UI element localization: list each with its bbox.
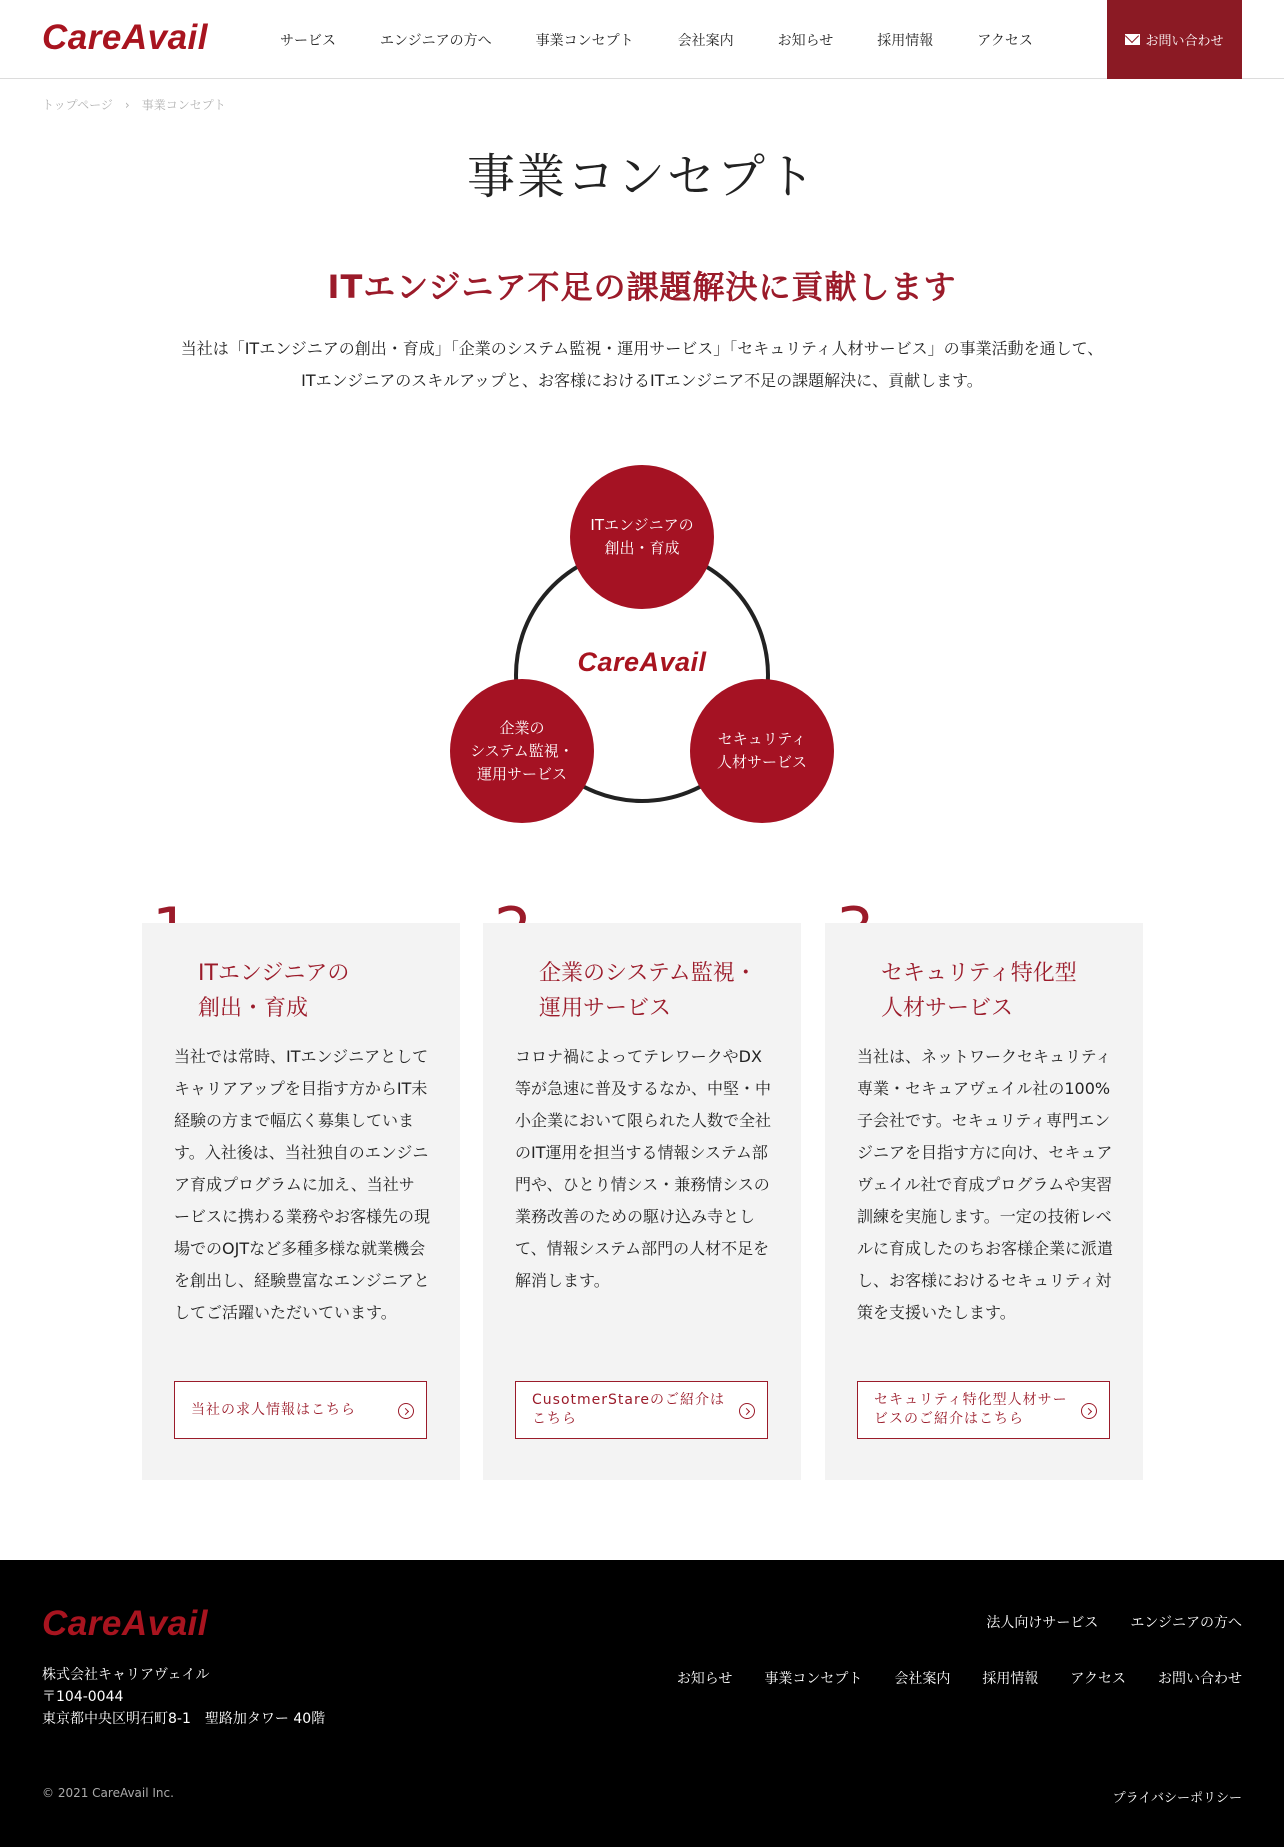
copyright: © 2021 CareAvail Inc. [42,1786,174,1800]
footer-logo[interactable]: CareAvail [42,1604,208,1643]
card-body: 当社は、ネットワークセキュリティ専業・セキュアヴェイル社の100%子会社です。セキュリティ専門エンジニアを目指す方に向け、セキュアヴェイル社で育成プログラムや実習訓練を実施します。一定の技術レベルに育成したのちお客様企業に派遣し、お客様におけるセキュリティ対策を支援いたします。 [857,1047,1114,1322]
arrow-circle-icon [739,1403,755,1419]
card-body: 当社では常時、ITエンジニアとしてキャリアアップを目指す方からIT未経験の方まで幅広く募集しています。入社後は、当社独自のエンジニア育成プログラムに加え、当社サービスに携わる業務やお客様先の現場でのOJTなど多種多様な就業機会を創出し、経験豊富なエンジニアとしてご活躍いただいています。 [174,1047,431,1322]
contact-button-label: お問い合わせ [1145,34,1224,49]
footer-link-corporate[interactable]: 法人向けサービス [986,1615,1099,1631]
nav-access[interactable]: アクセス [977,32,1033,49]
footer-link-contact[interactable]: お問い合わせ [1158,1671,1242,1687]
footer-link-concept[interactable]: 事業コンセプト [764,1671,863,1687]
nav-company[interactable]: 会社案内 [677,32,734,49]
nav-service[interactable]: サービス [280,32,336,49]
card-title: ITエンジニアの 創出・育成 [198,961,350,1021]
lead-title: ITエンジニア不足の課題解決に貢献します [327,268,957,306]
nav-engineer[interactable]: エンジニアの方へ [380,32,492,49]
footer-link-recruit[interactable]: 採用情報 [982,1671,1039,1687]
card-button-label: セキュリティ特化型人材サービスのご紹介はこちら [874,1392,1068,1427]
breadcrumb [42,96,226,113]
nav-news[interactable]: お知らせ [777,32,834,49]
recruit-info-button[interactable] [174,1381,427,1439]
concept-circle-engineer: ITエンジニアの 創出・育成 [570,465,714,609]
concept-circle-system: 企業の システム監視・ 運用サービス [450,679,594,823]
customerstare-button[interactable] [515,1381,768,1439]
breadcrumb-current: 事業コンセプト [141,98,226,112]
site-header [0,0,1284,79]
nav-recruit[interactable]: 採用情報 [877,32,934,49]
diagram-logo: CareAvail [577,647,707,677]
privacy-policy-link[interactable]: プライバシーポリシー [1112,1791,1242,1806]
company-address: 東京都中央区明石町8-1 聖路加タワー 40階 [42,1711,326,1727]
nav-concept[interactable]: 事業コンセプト [535,32,634,49]
breadcrumb-home[interactable]: トップページ [42,98,113,112]
site-footer [0,1560,1284,1847]
footer-link-company[interactable]: 会社案内 [894,1671,951,1687]
global-nav [280,0,1077,79]
footer-link-news[interactable]: お知らせ [676,1671,733,1687]
service-card-engineer [142,923,460,1480]
service-card-security [825,923,1143,1480]
card-body: コロナ禍によってテレワークやDX等が急速に普及するなか、中堅・中小企業において限られた人数で全社のIT運用を担当する情報システム部門や、ひとり情シス・兼務情シスの業務改善のための駆け込み寺として、情報システム部門の人材不足を解消します。 [515,1047,772,1290]
lead-text [100,333,1184,397]
lead-text-line: ITエンジニアのスキルアップと、お客様におけるITエンジニア不足の課題解決に、貢献します。 [301,371,983,390]
card-title: 企業のシステム監視・ 運用サービス [539,961,757,1021]
card-title: セキュリティ特化型 人材サービス [881,961,1077,1021]
mail-icon [1125,34,1140,45]
concept-circle-security: セキュリティ 人材サービス [690,679,834,823]
chevron-right-icon: › [124,97,130,112]
contact-button[interactable] [1107,0,1242,79]
company-postal: 〒104-0044 [42,1689,124,1705]
arrow-circle-icon [1081,1403,1097,1419]
arrow-circle-icon [398,1403,414,1419]
lead-text-line: 当社は「ITエンジニアの創出・育成」「企業のシステム監視・運用サービス」「セキュリティ人材サービス」の事業活動を通して、 [180,339,1104,358]
security-service-button[interactable] [857,1381,1110,1439]
footer-link-access[interactable]: アクセス [1070,1671,1126,1687]
page-title: 事業コンセプト [466,149,817,205]
card-button-label: CusotmerStareのご紹介はこちら [532,1392,726,1427]
card-button-label: 当社の求人情報はこちら [191,1401,356,1418]
footer-nav-secondary [645,1668,1242,1688]
site-logo[interactable]: CareAvail [42,18,208,57]
company-name: 株式会社キャリアヴェイル [42,1667,210,1683]
company-info [42,1664,325,1730]
footer-nav-primary [954,1612,1242,1632]
service-card-system [483,923,801,1480]
footer-link-engineer[interactable]: エンジニアの方へ [1130,1615,1242,1631]
concept-diagram [440,460,840,830]
